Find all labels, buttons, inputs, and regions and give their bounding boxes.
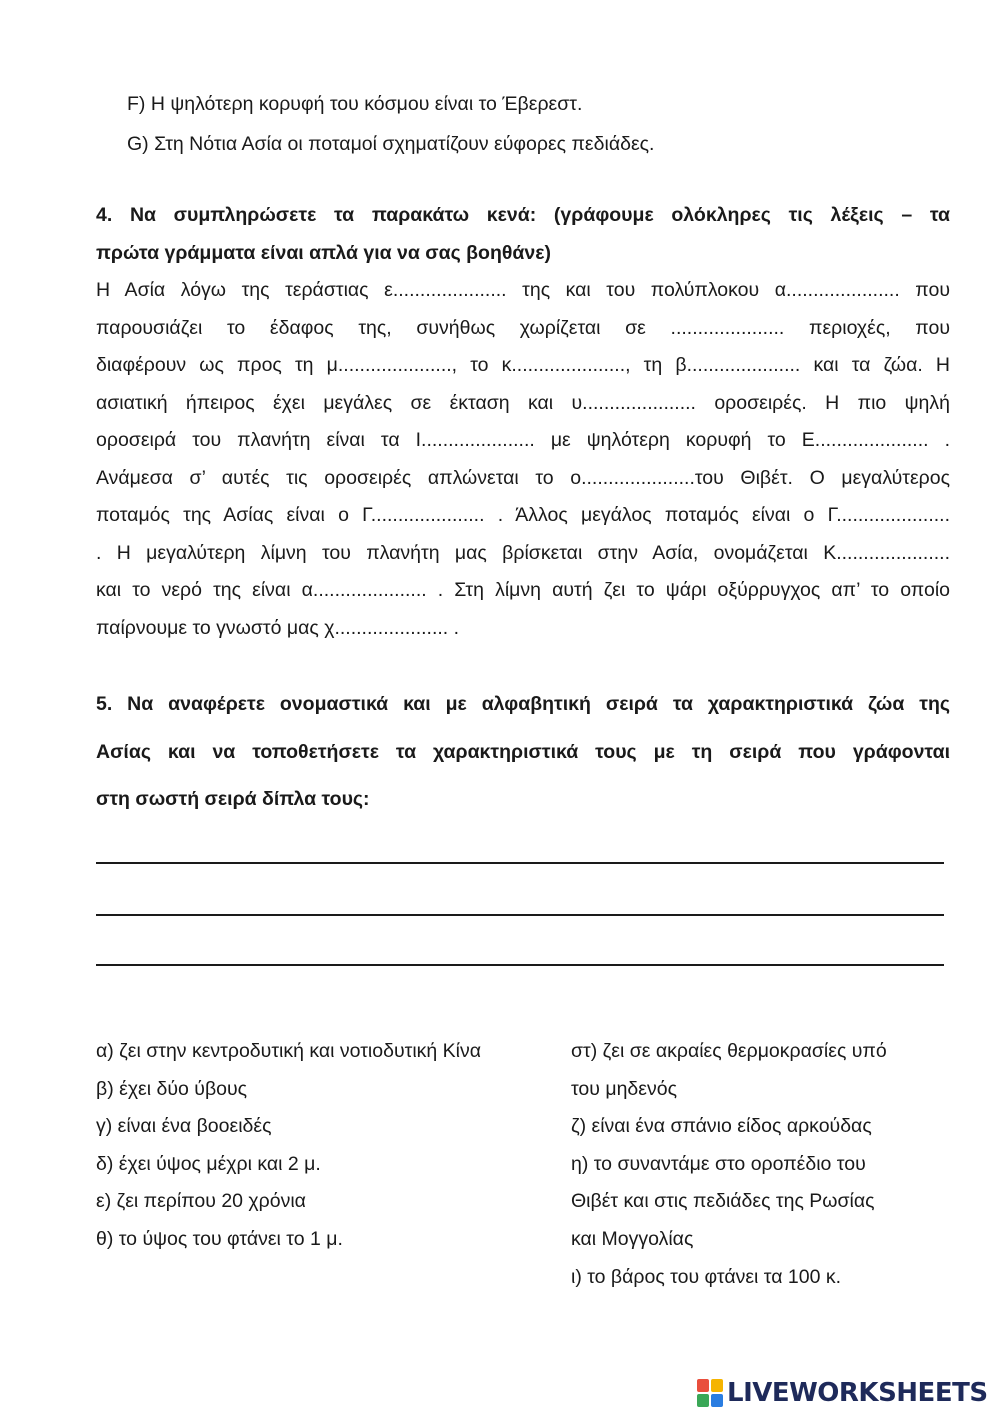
characteristic-item: γ) είναι ένα βοοειδές [96, 1115, 272, 1138]
section-5-heading-line: στη σωστή σειρά δίπλα τους: [96, 788, 370, 810]
fill-blank-line: ασιατική ήπειρος έχει μεγάλες σε έκταση και υ..................... οροσειρές. Η πιο ψηλή [96, 391, 950, 414]
liveworksheets-logo-icon [697, 1379, 723, 1407]
characteristic-item: του μηδενός [571, 1077, 677, 1100]
characteristic-item: και Μογγολίας [571, 1227, 694, 1250]
characteristic-item: ε) ζει περίπου 20 χρόνια [96, 1190, 306, 1213]
characteristic-item: η) το συναντάμε στο οροπέδιο του [571, 1152, 866, 1175]
liveworksheets-logo[interactable] [697, 1376, 988, 1410]
characteristic-item: ζ) είναι ένα σπάνιο είδος αρκούδας [571, 1115, 872, 1138]
fill-blank-line: Η Ασία λόγω της τεράστιας ε..................... της και του πολύπλοκου α..................... που [96, 279, 950, 301]
characteristics-left-column [96, 1033, 481, 1259]
section-5-heading [96, 681, 950, 824]
characteristic-item: ι) το βάρος του φτάνει τα 100 κ. [571, 1265, 842, 1288]
section-4-heading-line: πρώτα γράμματα είναι απλά για να σας βοηθάνε) [96, 241, 551, 264]
answer-line[interactable] [96, 964, 944, 966]
section-4-heading-line: 4. Να συμπληρώσετε τα παρακάτω κενά: (γράφουμε ολόκληρες τις λέξεις – τα [96, 204, 950, 226]
characteristic-item: θ) το ύψος του φτάνει το 1 μ. [96, 1227, 343, 1250]
section-5-heading-line: Ασίας και να τοποθετήσετε τα χαρακτηριστικά τους με τη σειρά που γράφονται [96, 740, 950, 763]
characteristic-item: δ) έχει ύψος μέχρι και 2 μ. [96, 1152, 321, 1175]
characteristic-item: στ) ζει σε ακραίες θερμοκρασίες υπό [571, 1040, 887, 1062]
fill-blank-line: Ανάμεσα σ’ αυτές τις οροσειρές απλώνεται το ο.....................του Θιβέτ. Ο μεγαλύτερος [96, 466, 950, 489]
answer-line[interactable] [96, 862, 944, 864]
statement-f: F) Η ψηλότερη κορυφή του κόσμου είναι το Έβερεστ. [127, 93, 583, 115]
characteristics-right-column [571, 1033, 887, 1296]
section-5-heading-line: 5. Να αναφέρετε ονομαστικά και με αλφαβητική σειρά τα χαρακτηριστικά ζώα της [96, 693, 950, 715]
fill-blank-line: παίρνουμε το γνωστό μας χ..................... . [96, 616, 460, 639]
characteristic-item: β) έχει δύο ύβους [96, 1077, 248, 1100]
logo-text: LIVEWORKSHEETS [727, 1378, 988, 1408]
statement-g: G) Στη Νότια Ασία οι ποταμοί σχηματίζουν εύφορες πεδιάδες. [127, 133, 655, 155]
fill-blank-line: διαφέρουν ως προς τη μ....................., το κ....................., τη β..................... και τα ζώα. Η [96, 354, 950, 376]
answer-line[interactable] [96, 914, 944, 916]
section-4 [96, 197, 950, 647]
characteristic-item: Θιβέτ και στις πεδιάδες της Ρωσίας [571, 1190, 875, 1213]
fill-blank-line: και το νερό της είναι α..................... . Στη λίμνη αυτή ζει το ψάρι οξύρρυγχος απ’ το οποίο [96, 579, 950, 601]
characteristic-item: α) ζει στην κεντροδυτική και νοτιοδυτική Κίνα [96, 1040, 482, 1062]
fill-blank-line: οροσειρά του πλανήτη είναι τα Ι..................... με ψηλότερη κορυφή το Ε..................... . [96, 429, 950, 451]
fill-blank-line: παρουσιάζει το έδαφος της, συνήθως χωρίζεται σε ..................... περιοχές, που [96, 316, 950, 339]
fill-blank-line: ποταμός της Ασίας είναι ο Γ..................... . Άλλος μεγάλος ποταμός είναι ο Γ..................... [96, 504, 950, 526]
fill-blank-line: . Η μεγαλύτερη λίμνη του πλανήτη μας βρίσκεται στην Ασία, ονομάζεται Κ..................... [96, 541, 950, 564]
